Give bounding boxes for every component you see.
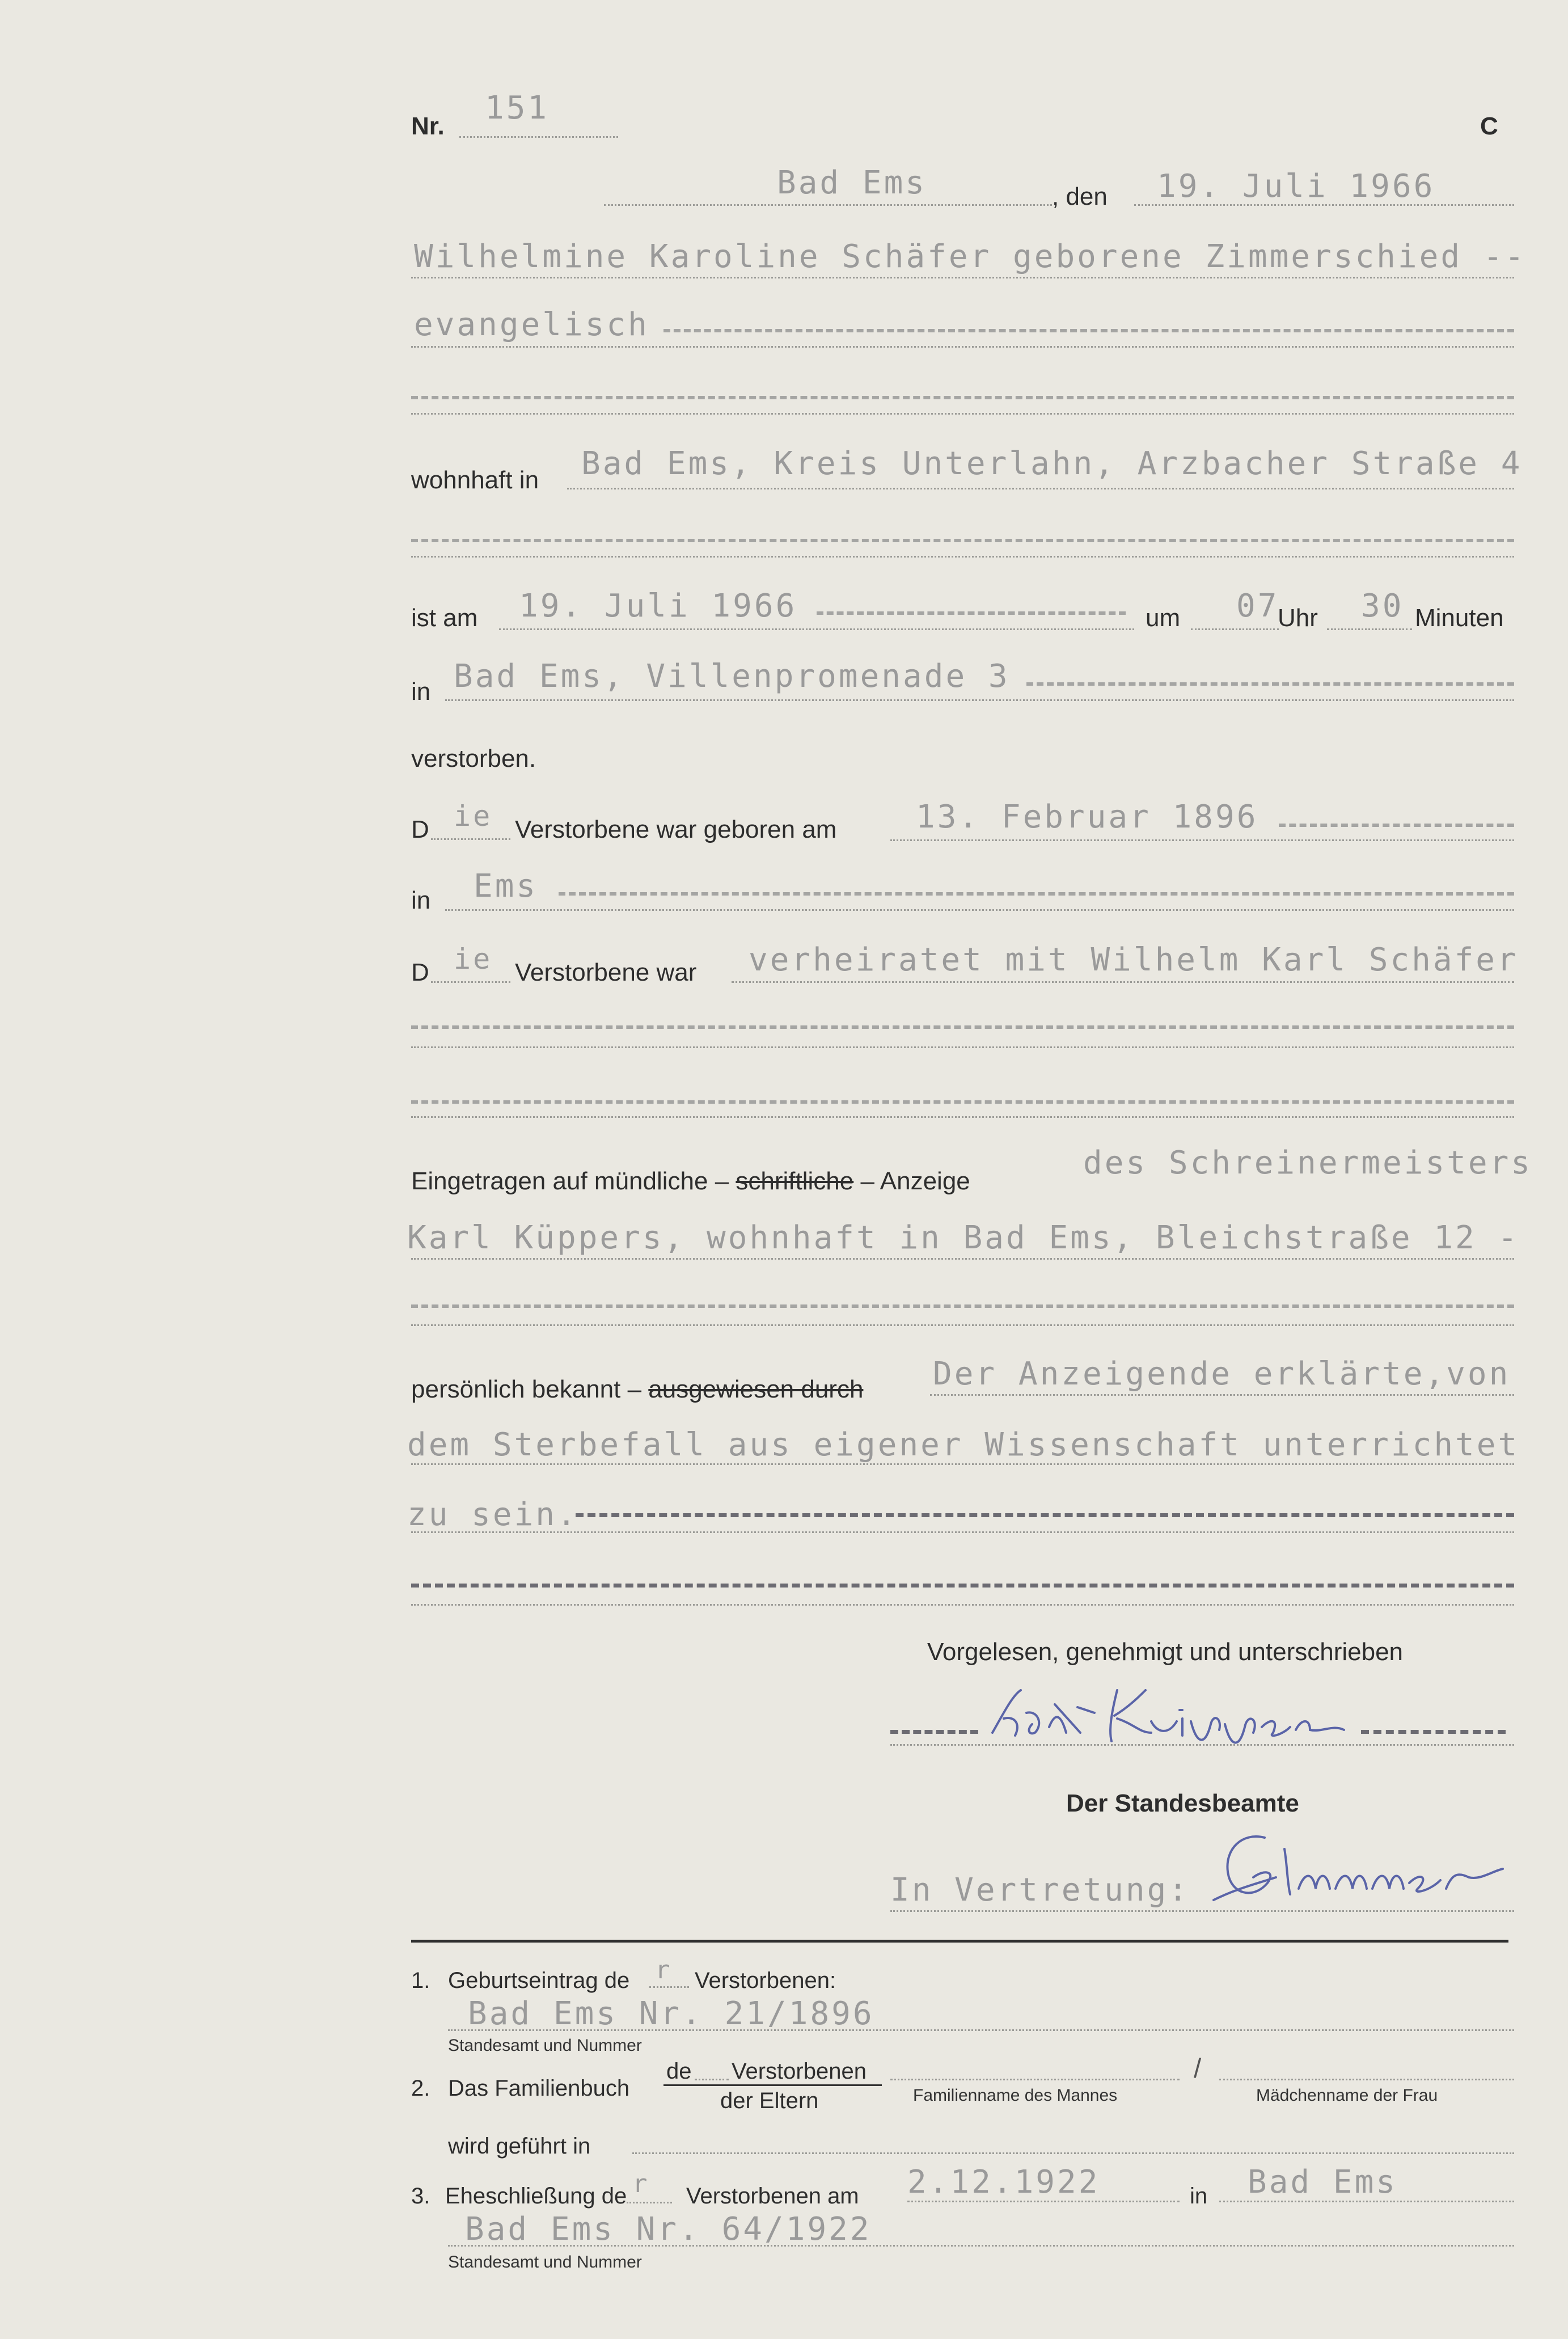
known-label-struck: ausgewiesen durch	[648, 1375, 864, 1403]
item1-number: 1.	[411, 1968, 430, 1993]
death-date-fill-dashes	[817, 611, 1126, 615]
item2-number: 2.	[411, 2076, 430, 2101]
signature-dash-left	[890, 1730, 978, 1734]
item2-wife-dotline	[1219, 2079, 1514, 2080]
item3-suffix-dotline	[627, 2202, 672, 2203]
item1-suffix: r	[655, 1956, 673, 1985]
item1-label-a: Geburtseintrag de	[448, 1968, 630, 1993]
birth-date-fill-dashes	[1279, 824, 1514, 827]
header-date: 19. Juli 1966	[1157, 168, 1435, 205]
item2-kept-label: wird geführt in	[448, 2134, 591, 2159]
signature-dash-right	[1361, 1730, 1506, 1734]
read-approved-label: Vorgelesen, genehmigt und unterschrieben	[927, 1638, 1404, 1666]
den-label: , den	[1052, 183, 1108, 210]
item2-kept-dotline	[632, 2152, 1514, 2154]
religion-dotline	[411, 346, 1514, 348]
header-place: Bad Ems	[777, 164, 927, 201]
register-letter: C	[1480, 112, 1498, 140]
marriage-war-label: Verstorbene war	[515, 959, 697, 986]
blank-dotline-4	[411, 1116, 1514, 1118]
item2-option2: der Eltern	[720, 2088, 819, 2113]
blank-line-dashes-6	[411, 1584, 1514, 1588]
item1-caption: Standesamt und Nummer	[448, 2036, 642, 2055]
statement-dotline-1	[930, 1394, 1514, 1396]
death-date: 19. Juli 1966	[519, 588, 797, 624]
registration-label-struck: schriftliche	[736, 1167, 854, 1195]
informant-signature	[981, 1679, 1361, 1753]
birth-d-label: D	[411, 816, 429, 843]
deputy-label: In Vertretung:	[890, 1872, 1190, 1909]
marriage-dotline	[732, 981, 1514, 983]
item3-place: Bad Ems	[1248, 2164, 1398, 2201]
item2-de-dotline	[695, 2079, 729, 2080]
death-hour: 07	[1236, 588, 1279, 624]
minute-dotline	[1327, 628, 1412, 630]
registrar-signature-dotline	[890, 1910, 1514, 1912]
blank-line-dashes-5	[411, 1304, 1514, 1308]
item3-date: 2.12.1922	[907, 2164, 1100, 2201]
statement-dotline-2	[411, 1463, 1514, 1465]
registrar-label: Der Standesbeamte	[1066, 1789, 1299, 1817]
statement-line-2: dem Sterbefall aus eigener Wissenschaft unterrichtet	[407, 1426, 1520, 1463]
um-label: um	[1146, 604, 1181, 632]
death-place: Bad Ems, Villenpromenade 3	[454, 658, 1010, 695]
residence-label: wohnhaft in	[411, 466, 539, 494]
item2-caption-husband: Familienname des Mannes	[913, 2086, 1118, 2105]
statement-line-1: Der Anzeigende erklärte,von	[933, 1356, 1511, 1392]
birth-place-fill-dashes	[559, 892, 1514, 896]
death-place-dotline	[445, 699, 1514, 701]
death-minutes: 30	[1361, 588, 1404, 624]
marriage-suffix-dotline	[431, 981, 510, 983]
registration-label-prefix: Eingetragen auf mündliche –	[411, 1167, 729, 1195]
religion-fill-dashes	[663, 329, 1514, 332]
verstorben-label: verstorben.	[411, 745, 536, 772]
item1-value: Bad Ems Nr. 21/1896	[468, 1995, 874, 2032]
place-dotline	[604, 204, 1052, 206]
death-in-label: in	[411, 678, 431, 706]
blank-line-dashes-2	[411, 539, 1514, 542]
informant-line-2: Karl Küppers, wohnhaft in Bad Ems, Bleichstraße 12 -	[407, 1219, 1520, 1256]
nr-label: Nr.	[411, 112, 445, 140]
nr-value: 151	[485, 90, 550, 126]
item3-caption: Standesamt und Nummer	[448, 2253, 642, 2272]
item3-label-a: Eheschließung de	[445, 2184, 627, 2209]
marriage-d-label: D	[411, 959, 429, 986]
person-name: Wilhelmine Karoline Schäfer geborene Zimmerschied --	[414, 238, 1527, 275]
death-date-dotline	[499, 628, 1134, 630]
marriage-status: verheiratet mit Wilhelm Karl Schäfer	[749, 941, 1519, 978]
blank-dotline-1	[411, 413, 1514, 415]
item2-caption-wife: Mädchenname der Frau	[1256, 2086, 1438, 2105]
birth-date-dotline	[890, 839, 1514, 841]
birth-suffix-dotline	[431, 838, 510, 840]
item2-label: Das Familienbuch	[448, 2076, 630, 2101]
informant-line-1: des Schreinermeisters	[1083, 1145, 1533, 1181]
statement-fill-dashes	[576, 1513, 1514, 1517]
item3-suffix: r	[632, 2169, 650, 2198]
hour-dotline	[1191, 628, 1279, 630]
death-ist-am-label: ist am	[411, 604, 478, 632]
marriage-article-suffix: ie	[454, 943, 493, 976]
item2-husband-dotline	[890, 2079, 1180, 2080]
birth-date: 13. Februar 1896	[916, 799, 1258, 835]
statement-dotline-3	[411, 1531, 1514, 1533]
nr-dotline	[459, 136, 618, 138]
birth-in-label: in	[411, 886, 431, 914]
known-label	[411, 1375, 863, 1404]
birth-place: Ems	[474, 868, 538, 905]
item3-label-b: Verstorbenen am	[686, 2184, 859, 2209]
birth-place-dotline	[445, 909, 1514, 911]
blank-line-dashes-4	[411, 1100, 1514, 1104]
item3-number: 3.	[411, 2184, 430, 2209]
uhr-label: Uhr	[1278, 604, 1318, 632]
known-label-prefix: persönlich bekannt –	[411, 1375, 642, 1403]
blank-line-dashes-3	[411, 1025, 1514, 1029]
minuten-label: Minuten	[1415, 604, 1504, 632]
registrar-signature	[1202, 1815, 1520, 1917]
item3-date-dotline	[907, 2201, 1180, 2202]
informant-dotline	[411, 1258, 1514, 1260]
item3-place-dotline	[1219, 2201, 1514, 2202]
item2-fraction-line	[663, 2084, 882, 2086]
death-place-fill-dashes	[1026, 682, 1514, 686]
birth-article-suffix: ie	[454, 800, 493, 833]
blank-dotline-2	[411, 556, 1514, 558]
name-dotline	[411, 277, 1514, 278]
footer-separator	[411, 1940, 1508, 1943]
blank-line-dashes-1	[411, 396, 1514, 399]
person-religion: evangelisch	[414, 306, 649, 343]
item3-value: Bad Ems Nr. 64/1922	[465, 2211, 872, 2248]
registration-label	[411, 1167, 970, 1196]
blank-dotline-6	[411, 1604, 1514, 1606]
residence-value: Bad Ems, Kreis Unterlahn, Arzbacher Straße 4	[581, 445, 1523, 482]
blank-dotline-5	[411, 1324, 1514, 1326]
residence-dotline	[567, 488, 1514, 489]
item1-label-b: Verstorbenen:	[695, 1968, 836, 1993]
registration-label-suffix: – Anzeige	[860, 1167, 970, 1195]
item1-dotline	[448, 2029, 1514, 2031]
item1-suffix-dotline	[649, 1986, 689, 1988]
item3-dotline	[448, 2245, 1514, 2247]
item3-in-label: in	[1190, 2184, 1208, 2209]
item2-option1: Verstorbenen	[732, 2059, 867, 2084]
blank-dotline-3	[411, 1046, 1514, 1048]
item2-de: de	[666, 2059, 692, 2084]
birth-geboren-label: Verstorbene war geboren am	[515, 816, 837, 843]
item2-slash: /	[1194, 2054, 1202, 2084]
statement-line-3: zu sein.	[407, 1496, 578, 1533]
